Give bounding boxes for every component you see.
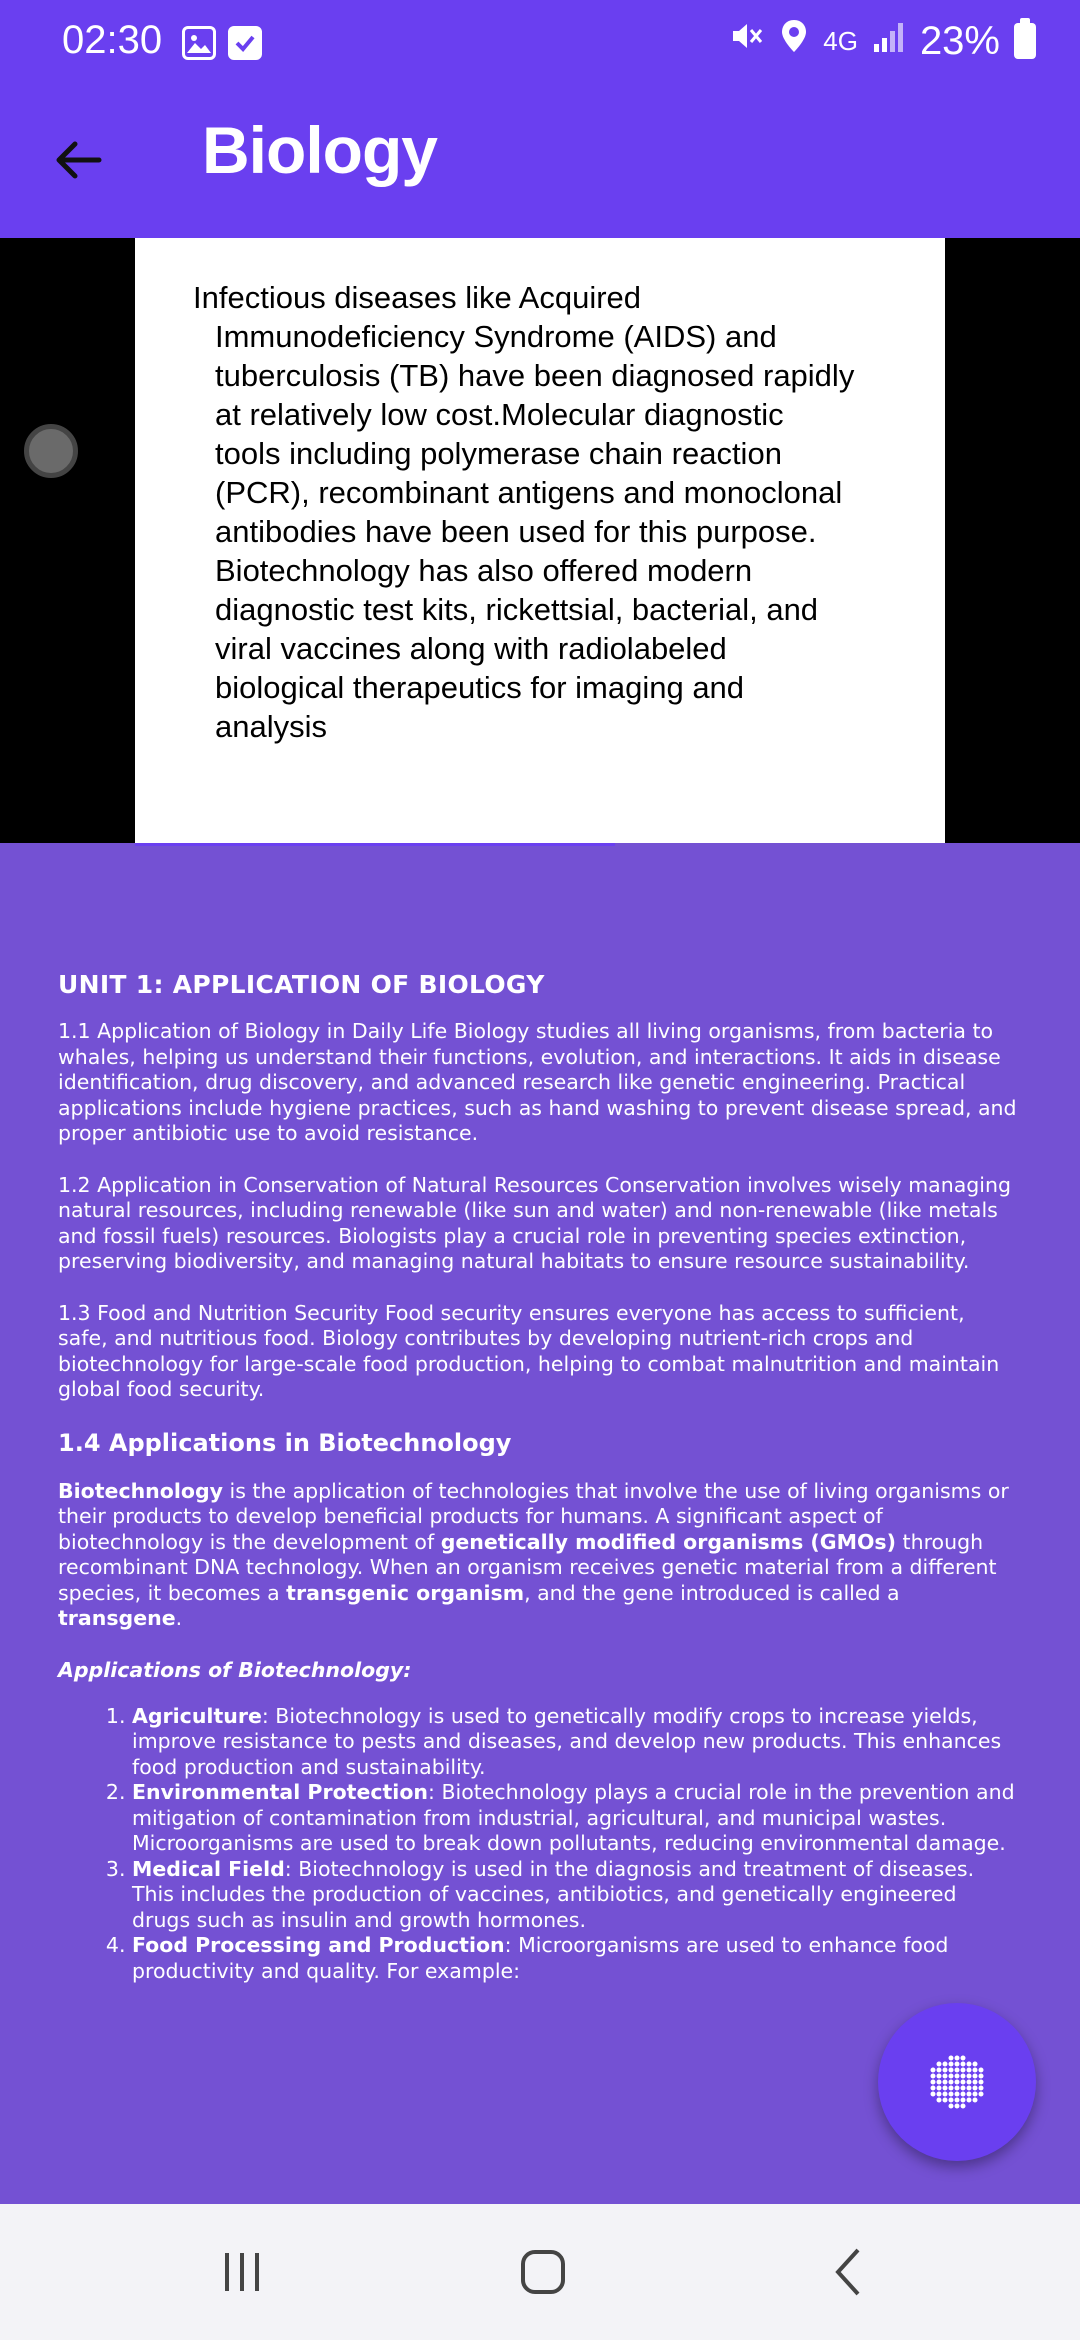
slide-line: tools including polymerase chain reaction (215, 436, 782, 471)
biotech-paragraph: Biotechnology is the application of technologies that involve the use of living organisms or their products to develop beneficial products for humans. A significant aspect of biotechnology is the development of genetically modified organisms (GMOs) through recombinant DNA technology. When an organism receives genetic material from a different species, it becomes a transgenic organism, and the gene introduced is called a transgene. (58, 1478, 1009, 1630)
slide-line: antibodies have been used for this purpose. (215, 514, 817, 549)
list-item: 2. Environmental Protection: Biotechnology plays a crucial role in the prevention and mitigation of contamination from industrial, agricultural, and municipal wastes. Microorganisms are used to break down pollutants, reducing environmental damage. (132, 1780, 1020, 1857)
slide-line: Infectious diseases like Acquired (193, 280, 642, 315)
image-viewer[interactable] (0, 238, 1080, 843)
bold-term: Biotechnology (58, 1478, 224, 1503)
bold-term: transgene (58, 1606, 176, 1630)
image-icon (182, 26, 216, 60)
paragraph-1-3: 1.3 Food and Nutrition Security Food security ensures everyone has access to sufficient, safe, and nutritious food. Biology contributes by developing nutrient-rich crops and biotechnology for large-scale food production, helping to combat malnutrition and maintain global food security. (58, 1300, 1000, 1401)
floating-circle-button[interactable] (24, 424, 78, 478)
applications-title: Applications of Biotechnology: (58, 1657, 412, 1682)
slide-line: tuberculosis (TB) have been diagnosed rapidly (215, 358, 855, 393)
slide-line: analysis (215, 709, 327, 744)
status-bar (0, 0, 1080, 90)
article-content (58, 970, 1020, 1984)
back-nav-button[interactable] (813, 2242, 883, 2302)
bold-term: genetically modified organisms (GMOs) (440, 1529, 897, 1554)
list-item: 3. Medical Field: Biotechnology is used in the diagnosis and treatment of diseases. This includes the production of vaccines, antibiotics, and genetically engineered drugs such as insulin and growth hormones. (132, 1857, 1020, 1934)
app-bar (0, 90, 1080, 238)
slide-line: diagnostic test kits, rickettsial, bacterial, and (215, 592, 819, 627)
home-button[interactable] (508, 2242, 578, 2302)
list-item: 4. Food Processing and Production: Microorganisms are used to enhance food productivity and quality. For example: (132, 1933, 1020, 1984)
list-item: 1. Agriculture: Biotechnology is used to genetically modify crops to increase yields, improve resistance to pests and diseases, and develop new products. This enhances food production and sustainability. (132, 1704, 1020, 1781)
dots-grid-icon (927, 2052, 987, 2112)
fab-button[interactable] (878, 2003, 1036, 2161)
status-right (729, 18, 1036, 64)
network-type: 4G (823, 25, 858, 56)
recent-apps-button[interactable] (207, 2242, 277, 2302)
slide-image (135, 238, 945, 843)
arrow-left-icon (53, 140, 103, 180)
slide-line: Immunodeficiency Syndrome (AIDS) and (215, 319, 777, 354)
slide-line: (PCR), recombinant antigens and monoclonal (215, 475, 843, 510)
section-heading-biotech: 1.4 Applications in Biotechnology (58, 1428, 512, 1457)
slide-line: viral vaccines along with radiolabeled (215, 631, 727, 666)
applications-list (58, 1704, 1020, 1985)
battery-icon (1014, 23, 1036, 59)
mute-icon (729, 18, 765, 64)
status-time: 02:30 (62, 18, 163, 62)
battery-percent: 23% (919, 18, 1000, 63)
signal-icon (872, 19, 906, 64)
recent-apps-icon (217, 2247, 267, 2297)
progress-line (135, 843, 615, 846)
navigation-bar (0, 2204, 1080, 2340)
page-title: Biology (202, 113, 437, 187)
bold-term: transgenic organism (286, 1580, 525, 1605)
location-icon (779, 18, 809, 64)
paragraph-1-1: 1.1 Application of Biology in Daily Life Biology studies all living organisms, from bacteria to whales, helping us understand their functions, evolution, and interactions. It aids in disease identification, drug discovery, and advanced research like genetic engineering. Practical applications include hygiene practices, such as hand washing to prevent disease spread, and proper antibiotic use to avoid resistance. (58, 1019, 1017, 1145)
slide-line: biological therapeutics for imaging and (215, 670, 745, 705)
check-box-icon (228, 26, 262, 60)
unit-title: UNIT 1: APPLICATION OF BIOLOGY (58, 970, 545, 999)
back-button[interactable] (38, 120, 118, 200)
slide-line: Biotechnology has also offered modern (215, 553, 753, 588)
slide-line: at relatively low cost.Molecular diagnostic (215, 397, 784, 432)
back-icon (828, 2244, 868, 2300)
home-icon (515, 2244, 571, 2300)
paragraph-1-2: 1.2 Application in Conservation of Natural Resources Conservation involves wisely managing natural resources, including renewable (like sun and water) and non-renewable (like metals and fossil fuels) resources. Biologists play a crucial role in preventing species extinction, preserving biodiversity, and managing natural habitats to ensure resource sustainability. (58, 1172, 1011, 1273)
